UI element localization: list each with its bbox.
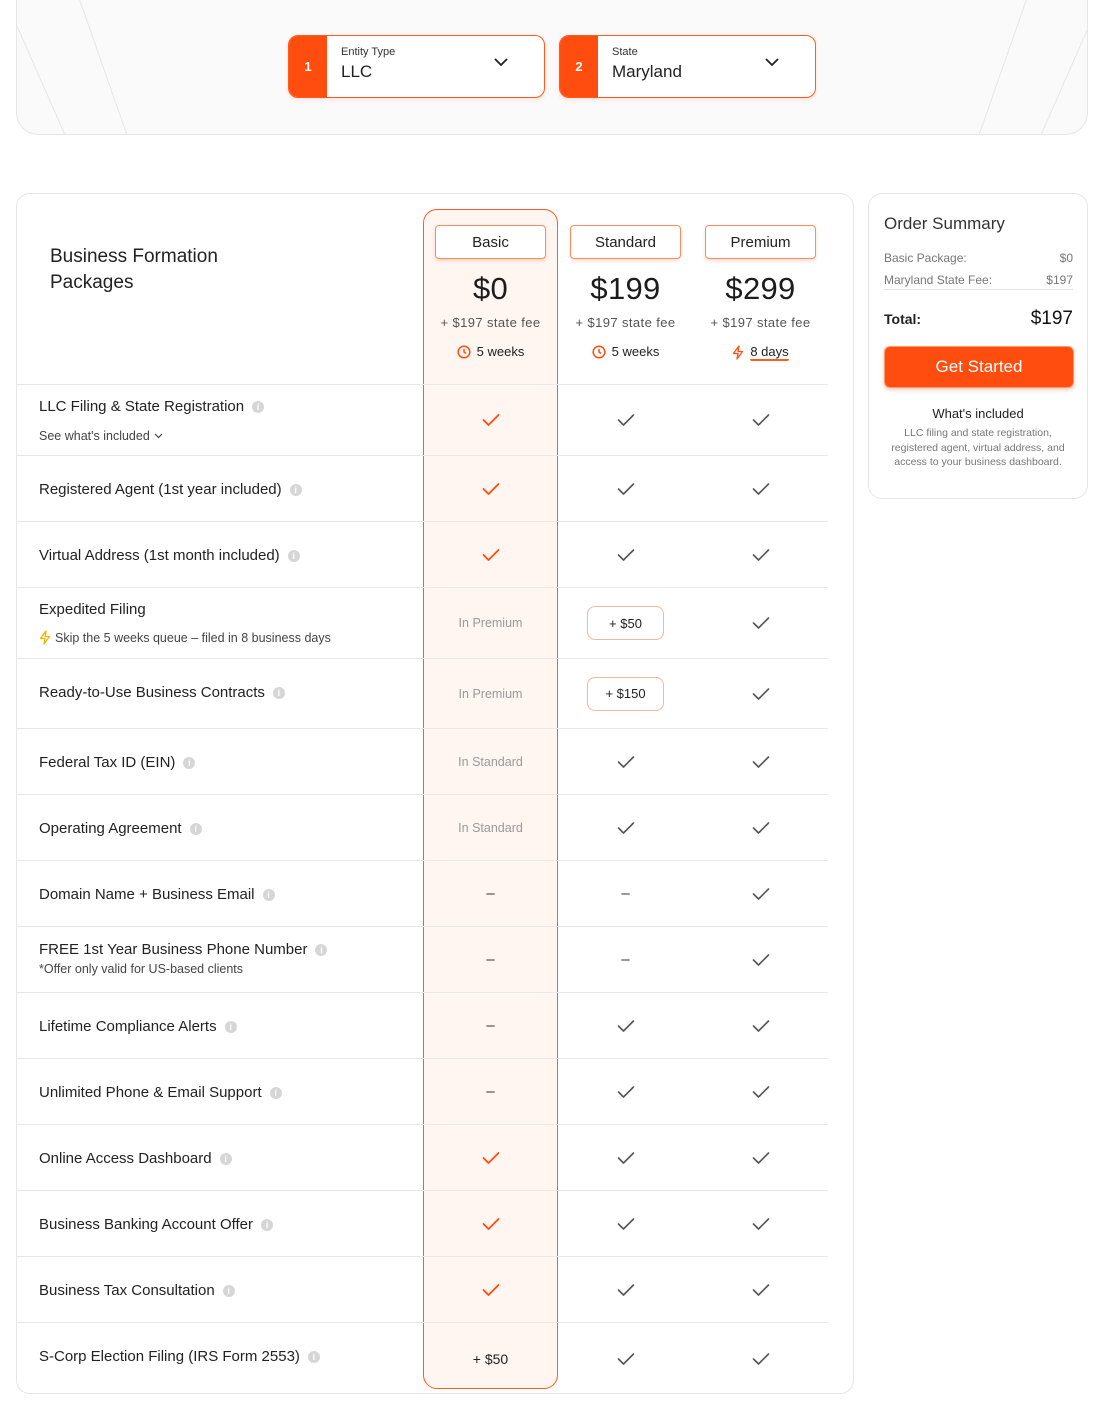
- feature-cell: [693, 588, 828, 658]
- feature-cell: [423, 659, 558, 728]
- feature-cell: [558, 588, 693, 658]
- feature-cell: [693, 795, 828, 860]
- feature-cell: [693, 522, 828, 587]
- check-icon: [482, 1217, 500, 1231]
- feature-label: Federal Tax ID (EIN): [39, 754, 176, 771]
- check-icon: [752, 616, 770, 630]
- feature-cell: [558, 385, 693, 455]
- feature-cell: [423, 456, 558, 521]
- check-icon: [752, 687, 770, 701]
- summary-line: [884, 273, 1073, 290]
- feature-cell: [558, 1125, 693, 1190]
- add-on-button[interactable]: + $50: [587, 606, 664, 640]
- check-icon: [617, 1283, 635, 1297]
- feature-name: [39, 398, 264, 415]
- feature-cell: [693, 659, 828, 728]
- check-icon: [752, 953, 770, 967]
- feature-row: [17, 992, 828, 1058]
- feature-label: Operating Agreement: [39, 820, 182, 837]
- select-label: Entity Type: [341, 46, 396, 58]
- decorative-lines: [17, 0, 1088, 135]
- feature-row: [17, 794, 828, 860]
- info-icon[interactable]: i: [288, 550, 300, 562]
- feature-name: [39, 601, 146, 618]
- plan-time: [693, 344, 828, 361]
- cell-text: –: [621, 951, 630, 968]
- info-icon[interactable]: i: [183, 757, 195, 769]
- check-icon: [752, 1217, 770, 1231]
- info-icon[interactable]: i: [223, 1285, 235, 1297]
- feature-cell: [693, 1323, 828, 1394]
- feature-sub[interactable]: [39, 429, 163, 443]
- summary-line-value: $0: [1059, 251, 1073, 265]
- chevron-down-icon: [494, 58, 508, 67]
- feature-sub: [39, 630, 331, 645]
- feature-name: [39, 1150, 232, 1167]
- summary-total: [884, 308, 1073, 330]
- feature-label: FREE 1st Year Business Phone Number: [39, 941, 308, 958]
- feature-name: [39, 1084, 282, 1101]
- cell-text[interactable]: + $50: [472, 1350, 509, 1367]
- feature-name: [39, 1282, 235, 1299]
- plan-price: $199: [590, 271, 661, 306]
- check-icon: [482, 482, 500, 496]
- check-icon: [617, 1151, 635, 1165]
- plan-premium[interactable]: [693, 225, 828, 361]
- feature-cell: [423, 385, 558, 455]
- feature-cell: [423, 1059, 558, 1124]
- feature-cell: [558, 927, 693, 992]
- feature-name: [39, 481, 302, 498]
- check-icon: [482, 1151, 500, 1165]
- step-number: 1: [289, 36, 327, 97]
- check-icon: [617, 755, 635, 769]
- clock-icon: [592, 345, 606, 359]
- plan-time: [558, 344, 693, 359]
- order-summary: [868, 193, 1088, 499]
- feature-row: [17, 728, 828, 794]
- add-on-button[interactable]: + $150: [587, 677, 664, 711]
- feature-cell: [558, 795, 693, 860]
- info-icon[interactable]: i: [190, 823, 202, 835]
- info-icon[interactable]: i: [261, 1219, 273, 1231]
- feature-row: [17, 1322, 828, 1394]
- summary-line-value: $197: [1046, 273, 1073, 287]
- bolt-icon: [39, 630, 51, 645]
- feature-row: [17, 587, 828, 658]
- feature-cell: [423, 729, 558, 794]
- cell-text: In Standard: [458, 820, 523, 835]
- total-value: $197: [1030, 308, 1073, 329]
- check-icon: [752, 1283, 770, 1297]
- check-icon: [617, 548, 635, 562]
- feature-label: Unlimited Phone & Email Support: [39, 1084, 262, 1101]
- feature-cell: [693, 861, 828, 926]
- packages-title: Business Formation Packages: [50, 246, 218, 293]
- feature-cell: [558, 729, 693, 794]
- feature-sub-text: Skip the 5 weeks queue – filed in 8 business days: [55, 630, 331, 645]
- plan-time-text: 8 days: [750, 344, 789, 359]
- feature-label: Virtual Address (1st month included): [39, 547, 280, 564]
- feature-cell: [693, 729, 828, 794]
- chevron-down-icon: [154, 433, 163, 439]
- feature-cell: [423, 993, 558, 1058]
- feature-row: [17, 455, 828, 521]
- info-icon[interactable]: i: [270, 1087, 282, 1099]
- feature-cell: [423, 1191, 558, 1256]
- feature-cell: [558, 522, 693, 587]
- packages-table: [16, 193, 854, 1394]
- feature-cell: [693, 993, 828, 1058]
- feature-name: [39, 684, 285, 701]
- cell-text: –: [486, 1017, 495, 1034]
- plan-price: $0: [472, 271, 509, 306]
- summary-line-label: Basic Package:: [884, 251, 967, 265]
- check-icon: [617, 821, 635, 835]
- feature-name: [39, 1348, 320, 1365]
- check-icon: [752, 548, 770, 562]
- feature-cell: [558, 659, 693, 728]
- feature-cell: [423, 927, 558, 992]
- feature-sub-text: *Offer only valid for US-based clients: [39, 962, 244, 976]
- check-icon: [752, 1352, 770, 1366]
- check-icon: [482, 548, 500, 562]
- step-number: 2: [560, 36, 598, 97]
- bolt-icon: [732, 345, 744, 360]
- check-icon: [617, 1019, 635, 1033]
- info-icon[interactable]: i: [252, 401, 264, 413]
- feature-cell: [423, 861, 558, 926]
- plan-price: $299: [725, 271, 796, 306]
- feature-cell: [693, 1257, 828, 1322]
- info-icon[interactable]: i: [220, 1153, 232, 1165]
- plan-name[interactable]: Standard: [570, 225, 681, 259]
- whats-included-text: LLC filing and state registration, registered agent, virtual address, and access to your business dashboard.: [891, 427, 1065, 468]
- feature-row: [17, 658, 828, 728]
- feature-label: Ready-to-Use Business Contracts: [39, 684, 265, 701]
- plan-time-text: 5 weeks: [611, 344, 660, 359]
- feature-cell: [693, 456, 828, 521]
- feature-cell: [558, 1323, 693, 1394]
- check-icon: [482, 1283, 500, 1297]
- check-icon: [617, 413, 635, 427]
- plan-basic[interactable]: [423, 225, 558, 359]
- cell-text: –: [486, 951, 495, 968]
- feature-cell: [423, 522, 558, 587]
- feature-row: [17, 1058, 828, 1124]
- check-icon: [752, 1085, 770, 1099]
- feature-name: [39, 1018, 237, 1035]
- feature-name: [39, 820, 202, 837]
- plan-fee: + $197 state fee: [710, 315, 811, 330]
- feature-cell: [693, 1059, 828, 1124]
- check-icon: [752, 482, 770, 496]
- feature-cell: [693, 385, 828, 455]
- feature-row: [17, 384, 828, 455]
- feature-cell: [558, 993, 693, 1058]
- feature-label: Business Tax Consultation: [39, 1282, 215, 1299]
- summary-title: Order Summary: [884, 214, 1005, 233]
- plan-time-text: 5 weeks: [476, 344, 525, 359]
- feature-name: [39, 941, 327, 958]
- plan-time: [423, 344, 558, 359]
- check-icon: [752, 413, 770, 427]
- info-icon[interactable]: i: [315, 944, 327, 956]
- feature-cell: [693, 927, 828, 992]
- feature-cell: [558, 861, 693, 926]
- summary-line-label: Maryland State Fee:: [884, 273, 993, 287]
- info-icon[interactable]: i: [225, 1021, 237, 1033]
- feature-cell: [558, 1257, 693, 1322]
- state-select[interactable]: [559, 35, 816, 98]
- feature-cell: [693, 1125, 828, 1190]
- feature-label: Online Access Dashboard: [39, 1150, 212, 1167]
- check-icon: [617, 1217, 635, 1231]
- feature-cell: [423, 588, 558, 658]
- info-icon[interactable]: i: [263, 889, 275, 901]
- check-icon: [752, 1019, 770, 1033]
- cell-text: –: [486, 1083, 495, 1100]
- check-icon: [752, 821, 770, 835]
- selector-band: [16, 0, 1088, 135]
- select-label: State: [612, 46, 638, 58]
- check-icon: [752, 1151, 770, 1165]
- plan-standard[interactable]: [558, 225, 693, 359]
- cell-text: –: [621, 885, 630, 902]
- info-icon[interactable]: i: [273, 687, 285, 699]
- feature-name: [39, 754, 195, 771]
- check-icon: [617, 1352, 635, 1366]
- feature-cell: [558, 456, 693, 521]
- feature-label: Business Banking Account Offer: [39, 1216, 254, 1233]
- check-icon: [617, 1085, 635, 1099]
- feature-cell: [558, 1059, 693, 1124]
- clock-icon: [457, 345, 471, 359]
- feature-cell: [423, 1125, 558, 1190]
- feature-row: [17, 1190, 828, 1256]
- feature-sub: [39, 962, 243, 976]
- info-icon[interactable]: i: [308, 1351, 320, 1363]
- summary-line: [884, 251, 1073, 267]
- plan-name[interactable]: Premium: [705, 225, 816, 259]
- entity-type-select[interactable]: [288, 35, 545, 98]
- check-icon: [482, 413, 500, 427]
- feature-cell: [423, 1257, 558, 1322]
- select-value: LLC: [341, 62, 373, 81]
- get-started-button[interactable]: Get Started: [884, 346, 1074, 388]
- select-value: Maryland: [612, 62, 682, 81]
- feature-label: LLC Filing & State Registration: [39, 398, 245, 415]
- feature-row: [17, 1124, 828, 1190]
- cell-text: In Premium: [458, 686, 523, 701]
- feature-row: [17, 860, 828, 926]
- feature-cell: [558, 1191, 693, 1256]
- plan-name[interactable]: Basic: [435, 225, 546, 259]
- cell-text: In Standard: [458, 754, 523, 769]
- chevron-down-icon: [765, 58, 779, 67]
- info-icon[interactable]: i: [290, 484, 302, 496]
- feature-row: [17, 521, 828, 587]
- feature-row: [17, 926, 828, 992]
- feature-name: [39, 1216, 273, 1233]
- feature-label: S-Corp Election Filing (IRS Form 2553): [39, 1348, 300, 1365]
- check-icon: [752, 887, 770, 901]
- cell-text: –: [486, 885, 495, 902]
- feature-label: Expedited Filing: [39, 601, 146, 618]
- feature-label: Registered Agent (1st year included): [39, 481, 282, 498]
- feature-label: Lifetime Compliance Alerts: [39, 1018, 217, 1035]
- feature-name: [39, 547, 300, 564]
- feature-name: [39, 886, 275, 903]
- total-label: Total:: [884, 311, 922, 327]
- check-icon: [617, 482, 635, 496]
- feature-label: Domain Name + Business Email: [39, 886, 255, 903]
- feature-row: [17, 1256, 828, 1322]
- plan-fee: + $197 state fee: [440, 315, 541, 330]
- feature-sub-text: See what's included: [39, 429, 150, 443]
- plan-fee: + $197 state fee: [575, 315, 676, 330]
- feature-cell: [693, 1191, 828, 1256]
- feature-cell: [423, 795, 558, 860]
- whats-included-title: What's included: [932, 406, 1024, 421]
- check-icon: [752, 755, 770, 769]
- feature-cell: [423, 1323, 558, 1394]
- cell-text: In Premium: [458, 616, 523, 630]
